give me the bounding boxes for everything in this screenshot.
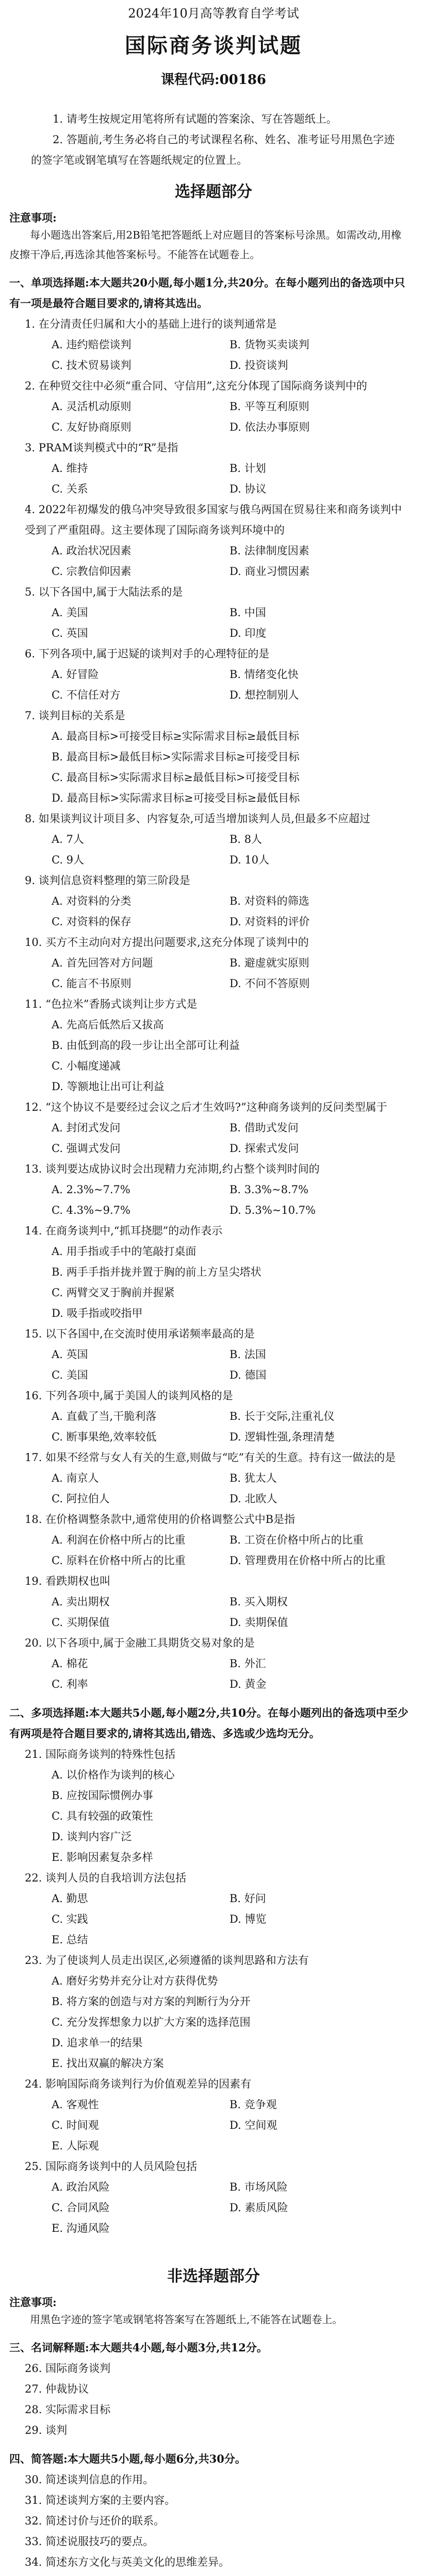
option-row <box>52 1612 427 1633</box>
question-stem: 1. 在分清责任归属和大小的基础上进行的谈判通常是 <box>25 318 277 330</box>
section-title-choice: 选择题部分 <box>175 183 252 201</box>
question-stem: 9. 谈判信息资料整理的第三阶段是 <box>25 874 190 887</box>
option: C. 关系 <box>52 483 88 495</box>
note-text-2: 用黑色字迹的签字笔或钢笔将答案写在答题纸上,不能答在试题卷上。 <box>30 2313 343 2326</box>
option: A. 用手指或手中的笔敲打桌面 <box>52 1245 196 1258</box>
option: A. 勤思 <box>52 1892 88 1905</box>
option: E. 影响因素复杂多样 <box>52 1851 153 1863</box>
option: D. 印度 <box>229 627 267 639</box>
option: D. 空间观 <box>229 2119 277 2131</box>
option: D. 博览 <box>229 1913 267 1925</box>
option: A. 先高后低然后又拔高 <box>52 1019 164 1031</box>
option-row <box>52 396 427 417</box>
option-row <box>52 2218 427 2239</box>
option-row <box>52 1406 427 1427</box>
option: D. 10人 <box>229 854 270 866</box>
option: D. 商业习惯因素 <box>229 565 310 578</box>
option: D. 等额地让出可让利益 <box>52 1080 165 1093</box>
option: A. 美国 <box>52 606 88 619</box>
option: C. 阿拉伯人 <box>52 1493 110 1505</box>
option: D. 卖期保值 <box>229 1616 288 1629</box>
option-row <box>52 2094 427 2115</box>
option: A. 客观性 <box>52 2098 99 2111</box>
question-stem: 20. 以下各项中,属于金融工具期货交易对象的是 <box>25 1637 255 1649</box>
option: D. 德国 <box>229 1369 267 1381</box>
question-stem: 15. 以下各国中,在交流时使用承诺频率最高的是 <box>25 1328 255 1340</box>
option: B. 犹太人 <box>229 1472 277 1484</box>
option-row <box>52 1365 427 1385</box>
option: A. 南京人 <box>52 1472 99 1484</box>
option: B. 由低到高的段一步让出全部可让利益 <box>52 1039 240 1052</box>
question-stem: 21. 国际商务谈判的特殊性包括 <box>25 1748 176 1760</box>
option-row <box>52 1117 427 1138</box>
option: E. 总结 <box>52 1934 88 1946</box>
course-code: 课程代码:00186 <box>160 72 267 88</box>
option: C. 实践 <box>52 1913 88 1925</box>
intro-notes <box>31 109 396 171</box>
option: B. 法律制度因素 <box>229 545 309 557</box>
intro-note-2: 2. 答题前,考生务必将自己的考试课程名称、姓名、准考证号用黑色字迹的签字笔或钢笔填写在答题纸规定的位置上。 <box>31 133 395 166</box>
question-stem: 5. 以下各国中,属于大陆法系的是 <box>25 586 183 598</box>
option: B. 3.3%~8.7% <box>229 1183 309 1196</box>
option-row <box>52 1179 427 1200</box>
option: C. 友好协商原则 <box>52 421 132 433</box>
option: E. 找出双赢的解决方案 <box>52 2057 164 2070</box>
question-stem: 25. 国际商务谈判中的人员风险包括 <box>25 2160 198 2173</box>
option: A. 卖出期权 <box>52 1596 110 1608</box>
option: C. 合同风险 <box>52 2201 110 2214</box>
option-row <box>52 1674 427 1694</box>
option-row <box>52 850 427 870</box>
option: B. 平等互利原则 <box>229 400 309 413</box>
option: C. 9人 <box>52 854 85 866</box>
option: B. 将方案的创造与对方案的判断行为分开 <box>52 1995 251 2008</box>
option: B. 对资料的筛选 <box>229 895 309 907</box>
note-text: 每小题选出答案后,用2B铅笔把答题纸上对应题目的答案标号涂黑。如需改动,用橡皮擦干净后,再选涂其他答案标号。不能答在试题卷上。 <box>9 229 402 261</box>
option: C. 美国 <box>52 1369 88 1381</box>
option-row <box>52 1488 427 1509</box>
option: C. 不信任对方 <box>52 689 121 701</box>
option: B. 外汇 <box>229 1657 266 1670</box>
part-heading-single: 一、单项选择题:本大题共20小题,每小题1分,共20分。在每小题列出的备选项中只有一项是最符合题目要求的,请将其选出。 <box>9 276 405 310</box>
option-row <box>52 1530 427 1550</box>
option-row <box>52 1550 427 1571</box>
option: A. 英国 <box>52 1348 88 1361</box>
short-item: 33. 简述说服技巧的要点。 <box>25 2535 154 2548</box>
question-stem: 23. 为了使谈判人员走出误区,必须遵循的谈判思路和方法有 <box>25 1954 309 1967</box>
short-item: 34. 简述东方文化与英美文化的思维差异。 <box>25 2556 230 2568</box>
option: B. 情绪变化快 <box>229 668 299 681</box>
option-row <box>52 953 427 973</box>
option: C. 小幅度递减 <box>52 1060 121 1072</box>
option: A. 首先回答对方问题 <box>52 957 153 969</box>
option-row <box>52 334 427 355</box>
option-row <box>52 911 427 932</box>
question-stem: 24. 影响国际商务谈判行为价值观差异的因素有 <box>25 2078 252 2090</box>
intro-note-1: 1. 请考生按规定用笔将所有试题的答案涂、写在答题纸上。 <box>53 113 337 125</box>
option: C. 两臂交叉于胸前并握紧 <box>52 1286 175 1299</box>
part-heading-multi: 二、多项选择题:本大题共5小题,每小题2分,共10分。在每小题列出的备选项中至少有两项是符合题目要求的,请将其选出,错选、多选或少选均无分。 <box>9 1706 408 1740</box>
term-item: 26. 国际商务谈判 <box>25 2362 111 2375</box>
option: B. 工资在价格中所占的比重 <box>229 1534 364 1546</box>
question-stem: 19. 看跌期权也叫 <box>25 1575 111 1587</box>
option: A. 封闭式发问 <box>52 1122 121 1134</box>
option: A. 好冒险 <box>52 668 99 681</box>
option: A. 2.3%~7.7% <box>52 1183 130 1196</box>
short-item: 32. 简述讨价与还价的联系。 <box>25 2515 165 2527</box>
option-row <box>52 829 427 850</box>
option-row <box>52 891 427 911</box>
option-row <box>52 1591 427 1612</box>
option: E. 人际观 <box>52 2140 99 2152</box>
option: C. 断事果绝,效率较低 <box>52 1431 157 1443</box>
question-stem: 2. 在种贸交往中必须“重合同、守信用”,这充分体现了国际商务谈判中的 <box>25 380 367 392</box>
term-item: 27. 仲裁协议 <box>25 2383 89 2395</box>
option: D. 最高目标>实际需求目标≥可接受目标≥最低目标 <box>52 792 300 804</box>
question-stem: 6. 下列各项中,属于迟疑的谈判对手的心理特征的是 <box>25 648 270 660</box>
option: D. 管理费用在价格中所占的比重 <box>229 1554 386 1567</box>
option-row <box>52 2136 427 2156</box>
section-title-nonchoice: 非选择题部分 <box>167 2267 260 2285</box>
option: C. 4.3%~9.7% <box>52 1204 130 1216</box>
option: C. 能言不书原则 <box>52 977 132 990</box>
option: D. 吸手指或咬指甲 <box>52 1307 143 1319</box>
option: B. 避虚就实原则 <box>229 957 309 969</box>
option: C. 利率 <box>52 1678 88 1690</box>
question-stem: 16. 下列各项中,属于美国人的谈判风格的是 <box>25 1389 233 1402</box>
option: A. 政治风险 <box>52 2181 110 2193</box>
option: B. 两手手指并拢并置于胸的前上方呈尖塔状 <box>52 1266 261 1278</box>
option: C. 具有较强的政策性 <box>52 1810 153 1822</box>
option: D. 探索式发问 <box>229 1142 299 1155</box>
option: B. 竞争观 <box>229 2098 277 2111</box>
part-heading-short: 四、简答题:本大题共5小题,每小题6分,共30分。 <box>9 2452 246 2465</box>
option-row <box>52 1653 427 1674</box>
option: A. 政治状况因素 <box>52 545 132 557</box>
option: B. 好问 <box>229 1892 266 1905</box>
question-stem: 3. PRAM谈判模式中的“R”是指 <box>25 442 178 454</box>
option-row <box>52 2115 427 2136</box>
option-row <box>52 2197 427 2218</box>
option: B. 市场风险 <box>229 2181 288 2193</box>
option: B. 货物买卖谈判 <box>229 338 309 351</box>
option-row <box>52 1200 427 1221</box>
question-stem: 8. 如果谈判议计项目多、内容复杂,可适当增加谈判人员,但最多不应超过 <box>25 812 371 825</box>
option: D. 想控制别人 <box>229 689 299 701</box>
option: A. 维持 <box>52 462 88 474</box>
option-row <box>52 1138 427 1159</box>
option-row <box>52 1929 427 1950</box>
question-stem: 13. 谈判要达成协议时会出现精力充沛期,约占整个谈判时间的 <box>25 1163 320 1175</box>
term-item: 28. 实际需求目标 <box>25 2403 111 2416</box>
option: D. 追求单一的结果 <box>52 2037 143 2049</box>
multi-choice-list <box>0 1744 427 2239</box>
option: C. 原料在价格中所占的比重 <box>52 1554 186 1567</box>
option-row <box>52 664 427 685</box>
option: D. 不问不答原则 <box>229 977 310 990</box>
option: D. 黄金 <box>229 1678 267 1690</box>
option-row <box>52 1909 427 1929</box>
option: C. 强调式发问 <box>52 1142 121 1155</box>
short-item: 30. 简述谈判信息的作用。 <box>25 2473 154 2486</box>
option: A. 违约赔偿谈判 <box>52 338 132 351</box>
option-row <box>52 561 427 582</box>
option: C. 买期保值 <box>52 1616 110 1629</box>
question-stem: 17. 如果不经常与女人有关的生意,则做与“吃”有关的生意。持有这一做法的是 <box>25 1451 396 1464</box>
option-row <box>52 540 427 561</box>
option: A. 以价格作为谈判的核心 <box>52 1769 175 1781</box>
option: D. 素质风险 <box>229 2201 288 2214</box>
question-stem: 11. “色拉米”香肠式谈判让步方式是 <box>25 998 198 1010</box>
option-row <box>52 355 427 376</box>
option: B. 法国 <box>229 1348 266 1361</box>
option: C. 充分发挥想象力以扩大方案的选择范围 <box>52 2016 251 2028</box>
option: D. 逻辑性强,条理清楚 <box>229 1431 335 1443</box>
option-row <box>52 1888 427 1909</box>
option: C. 技术贸易谈判 <box>52 359 132 371</box>
question-stem: 22. 谈判人员的自我培训方法包括 <box>25 1872 187 1884</box>
option: B. 中国 <box>229 606 266 619</box>
option-row <box>52 602 427 623</box>
option-row <box>52 479 427 499</box>
option: B. 应按国际惯例办事 <box>52 1789 153 1802</box>
note-heading-2: 注意事项: <box>9 2296 57 2309</box>
option-row <box>52 1427 427 1447</box>
option: B. 买入期权 <box>229 1596 288 1608</box>
question-stem: 14. 在商务谈判中,“抓耳挠腮”的动作表示 <box>25 1225 223 1237</box>
question-stem: 12. “这个协议不是要经过会议之后才生效吗?”这种商务谈判的反问类型属于 <box>25 1101 387 1113</box>
option: A. 灵活机动原则 <box>52 400 132 413</box>
option: E. 沟通风险 <box>52 2222 110 2234</box>
option: C. 英国 <box>52 627 88 639</box>
option: A. 棉花 <box>52 1657 88 1670</box>
option: B. 8人 <box>229 833 262 845</box>
option-row <box>52 2177 427 2197</box>
option-row <box>52 1468 427 1488</box>
option: A. 磨好劣势并充分让对方获得优势 <box>52 1975 218 1987</box>
option: D. 协议 <box>229 483 267 495</box>
option: D. 5.3%~10.7% <box>229 1204 316 1216</box>
single-choice-list <box>0 314 427 1694</box>
option: B. 计划 <box>229 462 266 474</box>
part-heading-terms: 三、名词解释题:本大题共4小题,每小题3分,共12分。 <box>9 2341 268 2354</box>
question-stem: 10. 买方不主动向对方提出问题要求,这充分体现了谈判中的 <box>25 936 309 948</box>
question-stem: 18. 在价格调整条款中,通常使用的价格调整公式中B是指 <box>25 1513 295 1526</box>
option: B. 长于交际,注重礼仪 <box>229 1410 335 1422</box>
option-row <box>52 1344 427 1365</box>
option-row <box>52 623 427 643</box>
option-row <box>52 458 427 479</box>
option <box>229 2218 407 2239</box>
option-row <box>52 685 427 705</box>
option: D. 依法办事原则 <box>229 421 310 433</box>
option: A. 7人 <box>52 833 84 845</box>
option: D. 谈判内容广泛 <box>52 1831 132 1843</box>
option: D. 北欧人 <box>229 1493 277 1505</box>
option-row <box>52 417 427 437</box>
option: C. 宗教信仰因素 <box>52 565 132 578</box>
exam-line: 2024年10月高等教育自学考试 <box>128 6 299 21</box>
exam-title: 国际商务谈判试题 <box>125 33 302 58</box>
option: A. 直截了当,干脆利落 <box>52 1410 157 1422</box>
term-item: 29. 谈判 <box>25 2424 68 2436</box>
option: D. 投资谈判 <box>229 359 288 371</box>
option-row <box>52 973 427 994</box>
option: D. 对资料的评价 <box>229 916 310 928</box>
option: C. 时间观 <box>52 2119 99 2131</box>
note-heading: 注意事项: <box>9 211 57 224</box>
option: C. 对资料的保存 <box>52 916 132 928</box>
short-item: 31. 简述谈判方案的主要内容。 <box>25 2494 176 2506</box>
option: B. 最高目标>最低目标>实际需求目标≥可接受目标 <box>52 751 300 763</box>
option: A. 最高目标>可接受目标≥实际需求目标≥最低目标 <box>52 730 300 742</box>
question-stem: 7. 谈判目标的关系是 <box>25 709 125 722</box>
option: A. 利润在价格中所占的比重 <box>52 1534 186 1546</box>
option: A. 对资料的分类 <box>52 895 132 907</box>
option: B. 借助式发问 <box>229 1122 299 1134</box>
option: C. 最高目标>实际需求目标≥最低目标>可接受目标 <box>52 771 300 784</box>
question-stem: 4. 2022年初爆发的俄乌冲突导致很多国家与俄乌两国在贸易往来和商务谈判中受到了严重阻碍。这主要体现了国际商务谈判环境中的 <box>25 503 402 536</box>
